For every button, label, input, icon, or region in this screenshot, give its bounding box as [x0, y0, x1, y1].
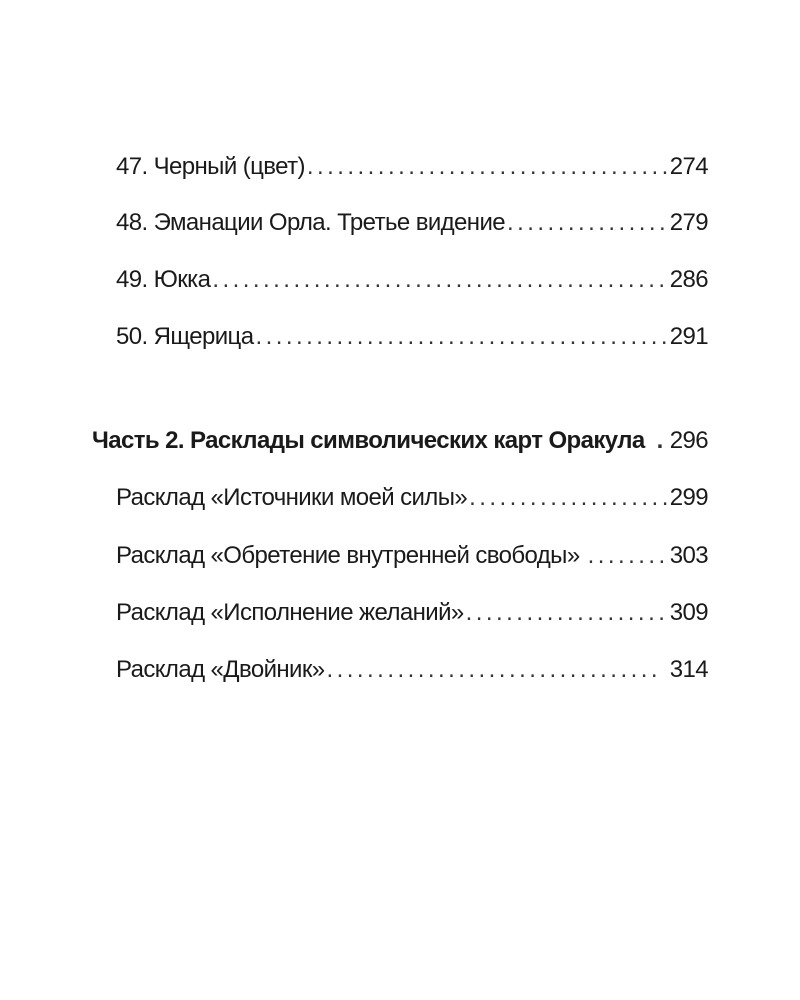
toc-entry-layout-3 [116, 598, 708, 628]
toc-entry-page: 286 [669, 266, 708, 293]
toc-entry-chapter-49 [116, 265, 708, 295]
dot-leader [657, 426, 668, 456]
dot-leader [327, 655, 662, 685]
toc-entry-page: 314 [669, 656, 708, 683]
dot-leader [307, 152, 668, 182]
toc-entry-layout-1 [116, 483, 708, 513]
toc-entry-layout-4 [116, 655, 708, 685]
toc-entry-page: 303 [669, 542, 708, 569]
toc-entry-title: 47. Черный (цвет) [116, 153, 305, 180]
dot-leader [588, 541, 668, 571]
toc-entry-title: 49. Юкка [116, 266, 211, 293]
toc-entry-page: 291 [669, 323, 708, 350]
toc-entry-title: Расклад «Обретение внутренней свободы» [116, 542, 580, 569]
toc-entry-page: 296 [669, 427, 708, 454]
toc-entry-chapter-50 [116, 322, 708, 352]
toc-entry-page: 279 [669, 209, 708, 236]
toc-entry-chapter-48 [116, 208, 708, 238]
dot-leader [469, 483, 668, 513]
dot-leader [466, 598, 668, 628]
dot-leader [212, 265, 667, 295]
toc-entry-page: 274 [669, 153, 708, 180]
toc-entry-chapter-47 [116, 152, 708, 182]
toc-entry-title: 50. Ящерица [116, 323, 254, 350]
toc-entry-layout-2 [116, 541, 708, 571]
toc-entry-title: Расклад «Двойник» [116, 656, 325, 683]
toc-entry-part-2 [92, 426, 708, 456]
toc-entry-title: Расклад «Источники моей силы» [116, 484, 468, 511]
toc-entry-title: Расклад «Исполнение желаний» [116, 599, 464, 626]
toc-entry-page: 309 [669, 599, 708, 626]
dot-leader [255, 322, 667, 352]
dot-leader [507, 208, 668, 238]
toc-part-title: Часть 2. Расклады символических карт Оракула [92, 427, 645, 454]
toc-entry-title: 48. Эманации Орла. Третье видение [116, 209, 506, 236]
toc-entry-page: 299 [669, 484, 708, 511]
